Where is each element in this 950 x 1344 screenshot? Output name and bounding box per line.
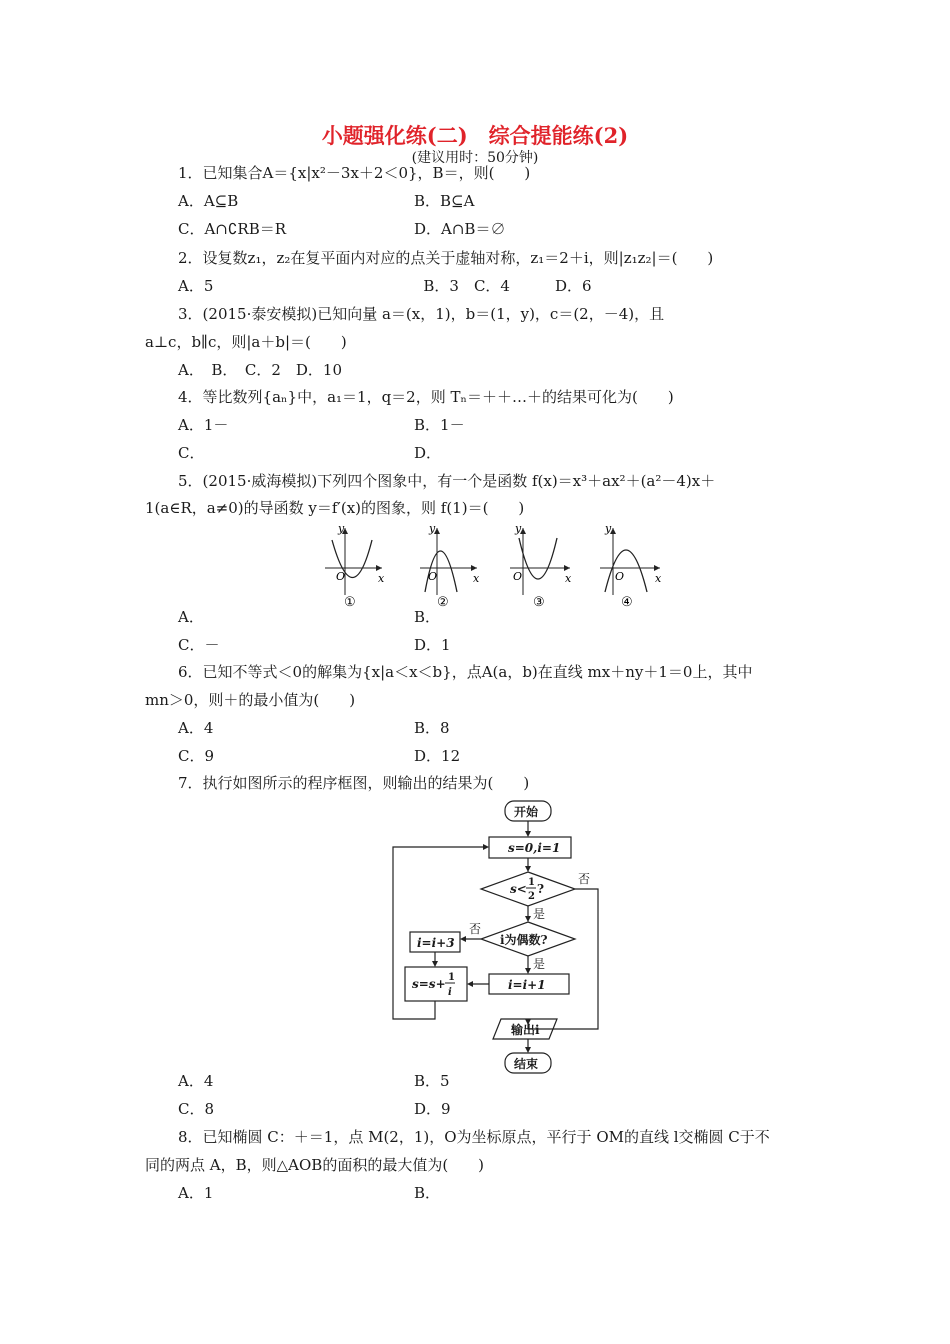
q1-option-c: C．A∩∁RB＝R xyxy=(178,220,287,238)
graph-4-label: ④ xyxy=(621,595,633,610)
graph-4-x-label: x xyxy=(655,572,662,585)
q5-option-d: D．1 xyxy=(414,636,451,654)
q1-option-a: A．A⊆B xyxy=(178,192,239,210)
flow-inc3: i=i+3 xyxy=(417,936,455,950)
flow-cond1-left: s< xyxy=(510,882,527,896)
q3-stem-line2: a⊥c，b∥c，则|a＋b|＝( ) xyxy=(145,333,347,351)
q1-option-d: D．A∩B＝∅ xyxy=(414,220,506,238)
q4-stem: 4．等比数列{aₙ}中，a₁＝1，q＝2，则 Tₙ＝＋＋…＋的结果可化为( ) xyxy=(178,388,674,406)
q6-option-b: B．8 xyxy=(414,719,450,737)
graph-4-origin: O xyxy=(615,570,625,583)
q6-option-a: A．4 xyxy=(178,719,214,737)
flow-cond1-num: 1 xyxy=(528,877,535,888)
flow-no2: 否 xyxy=(469,922,482,936)
flow-cond1-q: ? xyxy=(537,882,545,896)
graph-3-origin: O xyxy=(513,570,523,583)
flow-init: s=0,i=1 xyxy=(508,841,561,855)
graph-2-origin: O xyxy=(428,570,438,583)
q6-option-d: D．12 xyxy=(414,747,461,765)
q4-option-d: D． xyxy=(414,444,442,462)
flow-cond2: i为偶数? xyxy=(500,933,548,947)
page-title: 小题强化练(二) 综合提能练(2) xyxy=(321,123,629,148)
graph-4 xyxy=(600,522,662,610)
graph-2-y-label: y xyxy=(429,522,436,535)
q5-stem-line1: 5．(2015·威海模拟)下列四个图象中，有一个是函数 f(x)＝x³＋ax²＋(a²－4)x＋ xyxy=(178,472,716,490)
graph-1-y-label: y xyxy=(338,522,345,535)
graph-1-origin: O xyxy=(336,570,346,583)
graph-4-y-label: y xyxy=(605,522,612,535)
graph-2 xyxy=(420,522,480,610)
flow-end: 结束 xyxy=(514,1057,539,1071)
q3-options: A． B． C．2 D．10 xyxy=(178,361,342,379)
q6-stem-line1: 6．已知不等式＜0的解集为{x|a＜x＜b}，点A(a，b)在直线 mx＋ny＋1＝0上，其中 xyxy=(178,663,753,681)
q4-option-c: C． xyxy=(178,444,205,462)
q7-option-a: A．4 xyxy=(178,1072,214,1090)
flow-no1: 否 xyxy=(578,872,591,886)
graph-3-x-label: x xyxy=(565,572,572,585)
q7-option-d: D．9 xyxy=(414,1100,451,1118)
graph-1 xyxy=(325,522,385,610)
q7-flowchart xyxy=(385,797,600,1075)
q3-stem-line1: 3．(2015·泰安模拟)已知向量 a＝(x，1)，b＝(1，y)，c＝(2，－4)，且 xyxy=(178,305,665,323)
q2-options: A．5 B．3 C．4 D．6 xyxy=(178,277,592,295)
q7-option-c: C．8 xyxy=(178,1100,215,1118)
flow-yes2: 是 xyxy=(533,957,546,971)
q5-option-c: C．－ xyxy=(178,636,220,654)
graph-2-label: ② xyxy=(437,595,449,610)
graph-3-label: ③ xyxy=(533,595,545,610)
q1-option-b: B．B⊆A xyxy=(414,192,475,210)
page-subtitle: (建议用时：50分钟) xyxy=(411,150,539,166)
graph-2-x-label: x xyxy=(473,572,480,585)
q4-option-a: A．1－ xyxy=(178,416,229,434)
flow-sum-left: s=s+ xyxy=(412,977,446,991)
flow-inc1: i=i+1 xyxy=(508,978,546,992)
flow-cond1-den: 2 xyxy=(528,891,535,902)
q6-stem-line2: mn＞0，则＋的最小值为( ) xyxy=(145,691,356,709)
q2-stem: 2．设复数z₁，z₂在复平面内对应的点关于虚轴对称，z₁＝2＋i，则|z₁z₂|＝( ) xyxy=(178,249,714,267)
flow-sum-den: i xyxy=(448,987,452,998)
q8-option-a: A．1 xyxy=(178,1184,214,1202)
q7-stem: 7．执行如图所示的程序框图，则输出的结果为( ) xyxy=(178,774,530,792)
q8-stem-line1: 8．已知椭圆 C：＋＝1，点 M(2，1)，O为坐标原点，平行于 OM的直线 l交椭圆 C于不 xyxy=(178,1128,770,1146)
flow-sum-num: 1 xyxy=(448,972,455,983)
q5-stem-line2: 1(a∈R，a≠0)的导函数 y＝f′(x)的图象，则 f(1)＝( ) xyxy=(145,499,525,517)
q5-derivative-graphs xyxy=(320,520,665,610)
graph-1-x-label: x xyxy=(378,572,385,585)
q8-stem-line2: 同的两点 A，B，则△AOB的面积的最大值为( ) xyxy=(145,1156,485,1174)
graph-3-y-label: y xyxy=(515,522,522,535)
graph-1-label: ① xyxy=(344,595,356,610)
flow-start: 开始 xyxy=(514,805,539,819)
q1-stem: 1．已知集合A＝{x|x²－3x＋2＜0}，B＝，则( ) xyxy=(178,164,531,182)
q5-option-a: A． xyxy=(178,608,204,626)
flow-yes1: 是 xyxy=(533,907,546,921)
q8-option-b: B． xyxy=(414,1184,441,1202)
flow-output: 输出i xyxy=(511,1023,540,1037)
q5-option-b: B． xyxy=(414,608,441,626)
graph-3 xyxy=(510,522,572,610)
q6-option-c: C．9 xyxy=(178,747,215,765)
q4-option-b: B．1－ xyxy=(414,416,465,434)
q7-option-b: B．5 xyxy=(414,1072,450,1090)
